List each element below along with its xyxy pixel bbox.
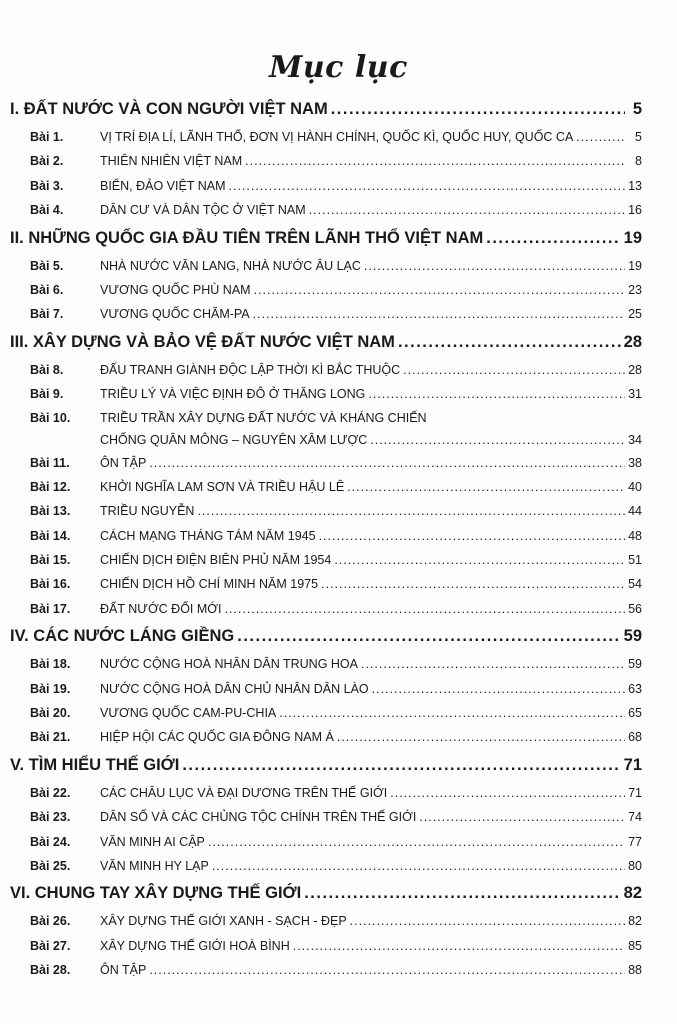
toc-section[interactable] — [10, 223, 642, 254]
lesson-number: Bài 22. — [30, 785, 71, 800]
lesson-title: NƯỚC CỘNG HOÀ DÂN CHỦ NHÂN DÂN LÀO — [100, 681, 369, 696]
lesson-title: DÂN CƯ VÀ DÂN TỘC Ở VIỆT NAM — [100, 203, 306, 218]
page-number: 25 — [628, 307, 642, 322]
page-number: 5 — [632, 100, 642, 118]
dot-leader — [212, 854, 625, 878]
toc-lesson[interactable] — [10, 652, 642, 676]
lesson-title: ÔN TẬP — [100, 963, 147, 978]
toc-lesson[interactable] — [10, 475, 642, 499]
section-title: I. ĐẤT NƯỚC VÀ CON NGƯỜI VIỆT NAM — [10, 100, 328, 118]
page-number: 13 — [628, 178, 642, 193]
section-title: VI. CHUNG TAY XÂY DỰNG THẾ GIỚI — [10, 884, 302, 903]
dot-leader — [304, 878, 620, 909]
page-number: 74 — [628, 810, 642, 825]
lesson-number: Bài 16. — [30, 577, 71, 592]
page-number: 88 — [628, 963, 642, 978]
page-number: 65 — [628, 706, 642, 721]
dot-leader — [398, 327, 621, 358]
lesson-title: XÂY DỰNG THẾ GIỚI HOÀ BÌNH — [100, 938, 290, 953]
toc-lesson[interactable] — [10, 149, 642, 173]
dot-leader — [334, 548, 625, 572]
lesson-number: Bài 13. — [30, 504, 71, 519]
page-number: 5 — [635, 130, 642, 144]
toc-lesson[interactable] — [10, 451, 642, 475]
page-number: 44 — [628, 504, 642, 519]
dot-leader — [182, 750, 620, 781]
lesson-number: Bài 12. — [30, 479, 71, 494]
page-number: 71 — [623, 755, 642, 774]
toc-lesson[interactable] — [10, 934, 642, 958]
lesson-title: CHIẾN DỊCH HỒ CHÍ MINH NĂM 1975 — [100, 577, 319, 592]
lesson-title: VƯƠNG QUỐC CAM-PU-CHIA — [100, 706, 277, 721]
toc-lesson[interactable] — [10, 198, 642, 222]
toc-section[interactable] — [10, 750, 642, 781]
toc-section[interactable] — [10, 878, 642, 909]
dot-leader — [350, 909, 625, 933]
lesson-number: Bài 7. — [30, 307, 64, 322]
section-title: IV. CÁC NƯỚC LÁNG GIỀNG — [10, 627, 235, 646]
lesson-number: Bài 3. — [30, 178, 64, 193]
lesson-number: Bài 8. — [30, 362, 64, 377]
lesson-number: Bài 28. — [30, 963, 71, 978]
toc-lesson[interactable] — [10, 701, 642, 725]
page-number: 48 — [628, 528, 642, 543]
toc-lesson[interactable] — [10, 725, 642, 749]
toc-section[interactable] — [10, 621, 642, 652]
page-title: Mục lục — [269, 50, 408, 85]
lesson-title: TRIỀU TRẦN XÂY DỰNG ĐẤT NƯỚC VÀ KHÁNG CHIẾN — [100, 410, 427, 425]
lesson-number: Bài 27. — [30, 938, 71, 953]
page-number: 85 — [628, 938, 642, 953]
toc-lesson[interactable] — [10, 499, 642, 523]
lesson-title: ĐẤU TRANH GIÀNH ĐỘC LẬP THỜI KÌ BẮC THUỘC — [100, 362, 401, 377]
lesson-title: NƯỚC CỘNG HOÀ NHÂN DÂN TRUNG HOA — [100, 657, 358, 672]
toc-lesson[interactable] — [10, 174, 642, 198]
dot-leader — [253, 302, 625, 326]
page-number: 16 — [628, 203, 642, 218]
lesson-title: VĂN MINH AI CẬP — [100, 834, 205, 849]
toc-lesson[interactable] — [10, 830, 642, 854]
toc-lesson[interactable] — [10, 958, 642, 982]
lesson-number: Bài 19. — [30, 681, 71, 696]
lesson-number: Bài 6. — [30, 282, 64, 297]
page-number: 59 — [623, 627, 642, 646]
dot-leader — [309, 198, 625, 222]
dot-leader — [229, 174, 626, 198]
dot-leader — [361, 652, 625, 676]
dot-leader — [279, 701, 625, 725]
dot-leader — [331, 94, 625, 125]
lesson-title: BIỂN, ĐẢO VIỆT NAM — [100, 178, 226, 193]
toc-lesson[interactable] — [10, 781, 642, 805]
dot-leader — [208, 830, 625, 854]
lesson-number: Bài 10. — [30, 410, 71, 425]
page-number: 68 — [628, 730, 642, 745]
lesson-title: VƯƠNG QUỐC CHĂM-PA — [100, 307, 250, 322]
page-number: 8 — [635, 154, 642, 169]
page-number: 59 — [628, 657, 642, 672]
dot-leader — [245, 149, 625, 173]
dot-leader — [372, 677, 625, 701]
dot-leader — [370, 429, 625, 451]
lesson-title: TRIỀU LÝ VÀ VIỆC ĐỊNH ĐÔ Ở THĂNG LONG — [100, 387, 366, 402]
page-number: 77 — [628, 834, 642, 849]
page-number: 19 — [623, 228, 642, 247]
page-number: 51 — [628, 553, 642, 568]
toc-section[interactable] — [10, 327, 642, 358]
section-title: V. TÌM HIỂU THẾ GIỚI — [10, 755, 180, 774]
toc-lesson[interactable] — [10, 125, 642, 149]
toc-lesson[interactable] — [10, 597, 642, 621]
lesson-title: CHIẾN DỊCH ĐIỆN BIÊN PHỦ NĂM 1954 — [100, 553, 332, 568]
page-number: 19 — [628, 258, 642, 273]
dot-leader — [149, 451, 625, 475]
dot-leader — [319, 524, 625, 548]
lesson-title: ÔN TẬP — [100, 455, 147, 470]
toc-lesson[interactable] — [10, 278, 642, 302]
dot-leader — [368, 382, 625, 406]
page-number: 54 — [628, 577, 642, 592]
page-number: 23 — [628, 282, 642, 297]
dot-leader — [197, 499, 625, 523]
toc-lesson-continued[interactable] — [10, 429, 642, 451]
dot-leader — [293, 934, 625, 958]
lesson-title: CÁCH MẠNG THÁNG TÁM NĂM 1945 — [100, 528, 316, 543]
lesson-title: KHỞI NGHĨA LAM SƠN VÀ TRIỀU HẬU LÊ — [100, 479, 345, 494]
dot-leader — [419, 805, 625, 829]
lesson-number: Bài 5. — [30, 258, 64, 273]
toc-lesson[interactable] — [10, 909, 642, 933]
toc-lesson[interactable] — [10, 854, 642, 878]
lesson-number: Bài 26. — [30, 914, 71, 929]
page-number: 28 — [623, 332, 642, 351]
lesson-title: HIỆP HỘI CÁC QUỐC GIA ĐÔNG NAM Á — [100, 730, 334, 745]
lesson-number: Bài 14. — [30, 528, 71, 543]
toc-section[interactable] — [10, 94, 642, 125]
lesson-number: Bài 15. — [30, 553, 71, 568]
lesson-title-continued: CHỐNG QUÂN MÔNG – NGUYÊN XÂM LƯỢC — [100, 432, 368, 447]
dot-leader — [237, 621, 620, 652]
dot-leader — [224, 597, 625, 621]
dot-leader — [337, 725, 625, 749]
lesson-number: Bài 2. — [30, 154, 64, 169]
lesson-title: NHÀ NƯỚC VĂN LANG, NHÀ NƯỚC ÂU LẠC — [100, 258, 361, 273]
page-number: 82 — [623, 884, 642, 903]
dot-leader — [403, 358, 625, 382]
toc-lesson[interactable] — [10, 677, 642, 701]
lesson-title: VĂN MINH HY LẠP — [100, 858, 209, 873]
toc-lesson[interactable] — [10, 358, 642, 382]
toc-lesson[interactable] — [10, 254, 642, 278]
dot-leader — [254, 278, 625, 302]
dot-leader — [486, 223, 620, 254]
lesson-number: Bài 17. — [30, 601, 71, 616]
lesson-title: CÁC CHÂU LỤC VÀ ĐẠI DƯƠNG TRÊN THẾ GIỚI — [100, 785, 388, 800]
page-number: 38 — [628, 455, 642, 470]
dot-leader — [347, 475, 625, 499]
toc-lesson[interactable] — [10, 572, 642, 596]
lesson-number: Bài 1. — [30, 130, 64, 144]
section-title: II. NHỮNG QUỐC GIA ĐẦU TIÊN TRÊN LÃNH THỔ VIỆT NAM — [10, 228, 484, 247]
page-number: 82 — [628, 914, 642, 929]
lesson-number: Bài 18. — [30, 657, 71, 672]
lesson-number: Bài 23. — [30, 810, 71, 825]
dot-leader — [364, 254, 625, 278]
page-number: 71 — [628, 785, 642, 800]
page-number: 56 — [628, 601, 642, 616]
lesson-title: ĐẤT NƯỚC ĐỔI MỚI — [100, 601, 222, 616]
toc-lesson[interactable] — [10, 805, 642, 829]
lesson-title: THIÊN NHIÊN VIỆT NAM — [100, 154, 243, 169]
toc-lesson[interactable] — [10, 548, 642, 572]
lesson-number: Bài 4. — [30, 203, 64, 218]
toc-lesson[interactable] — [10, 302, 642, 326]
toc-lesson[interactable] — [10, 407, 642, 429]
lesson-title: XÂY DỰNG THẾ GIỚI XANH - SẠCH - ĐẸP — [100, 914, 347, 929]
page-number: 80 — [628, 858, 642, 873]
lesson-number: Bài 24. — [30, 834, 71, 849]
lesson-number: Bài 25. — [30, 858, 71, 873]
lesson-title: DÂN SỐ VÀ CÁC CHỦNG TỘC CHÍNH TRÊN THẾ GIỚI — [100, 810, 417, 825]
lesson-title: TRIỀU NGUYỄN — [100, 504, 195, 519]
page-number: 34 — [628, 432, 642, 447]
table-of-contents — [10, 94, 642, 983]
lesson-number: Bài 21. — [30, 730, 71, 745]
dot-leader — [149, 958, 625, 982]
dot-leader — [576, 125, 625, 149]
toc-lesson[interactable] — [10, 382, 642, 406]
section-title: III. XÂY DỰNG VÀ BẢO VỆ ĐẤT NƯỚC VIỆT NAM — [10, 332, 395, 351]
lesson-title: VỊ TRÍ ĐỊA LÍ, LÃNH THỔ, ĐƠN VỊ HÀNH CHÍNH, QUỐC KÌ, QUỐC HUY, QUỐC CA — [100, 130, 574, 144]
page-number: 63 — [628, 681, 642, 696]
lesson-number: Bài 9. — [30, 387, 64, 402]
lesson-title: VƯƠNG QUỐC PHÙ NAM — [100, 282, 251, 297]
toc-lesson[interactable] — [10, 524, 642, 548]
page-number: 28 — [628, 362, 642, 377]
lesson-number: Bài 20. — [30, 706, 71, 721]
dot-leader — [321, 572, 625, 596]
dot-leader — [390, 781, 625, 805]
page-number: 31 — [628, 387, 642, 402]
lesson-number: Bài 11. — [30, 455, 70, 470]
page-number: 40 — [628, 479, 642, 494]
